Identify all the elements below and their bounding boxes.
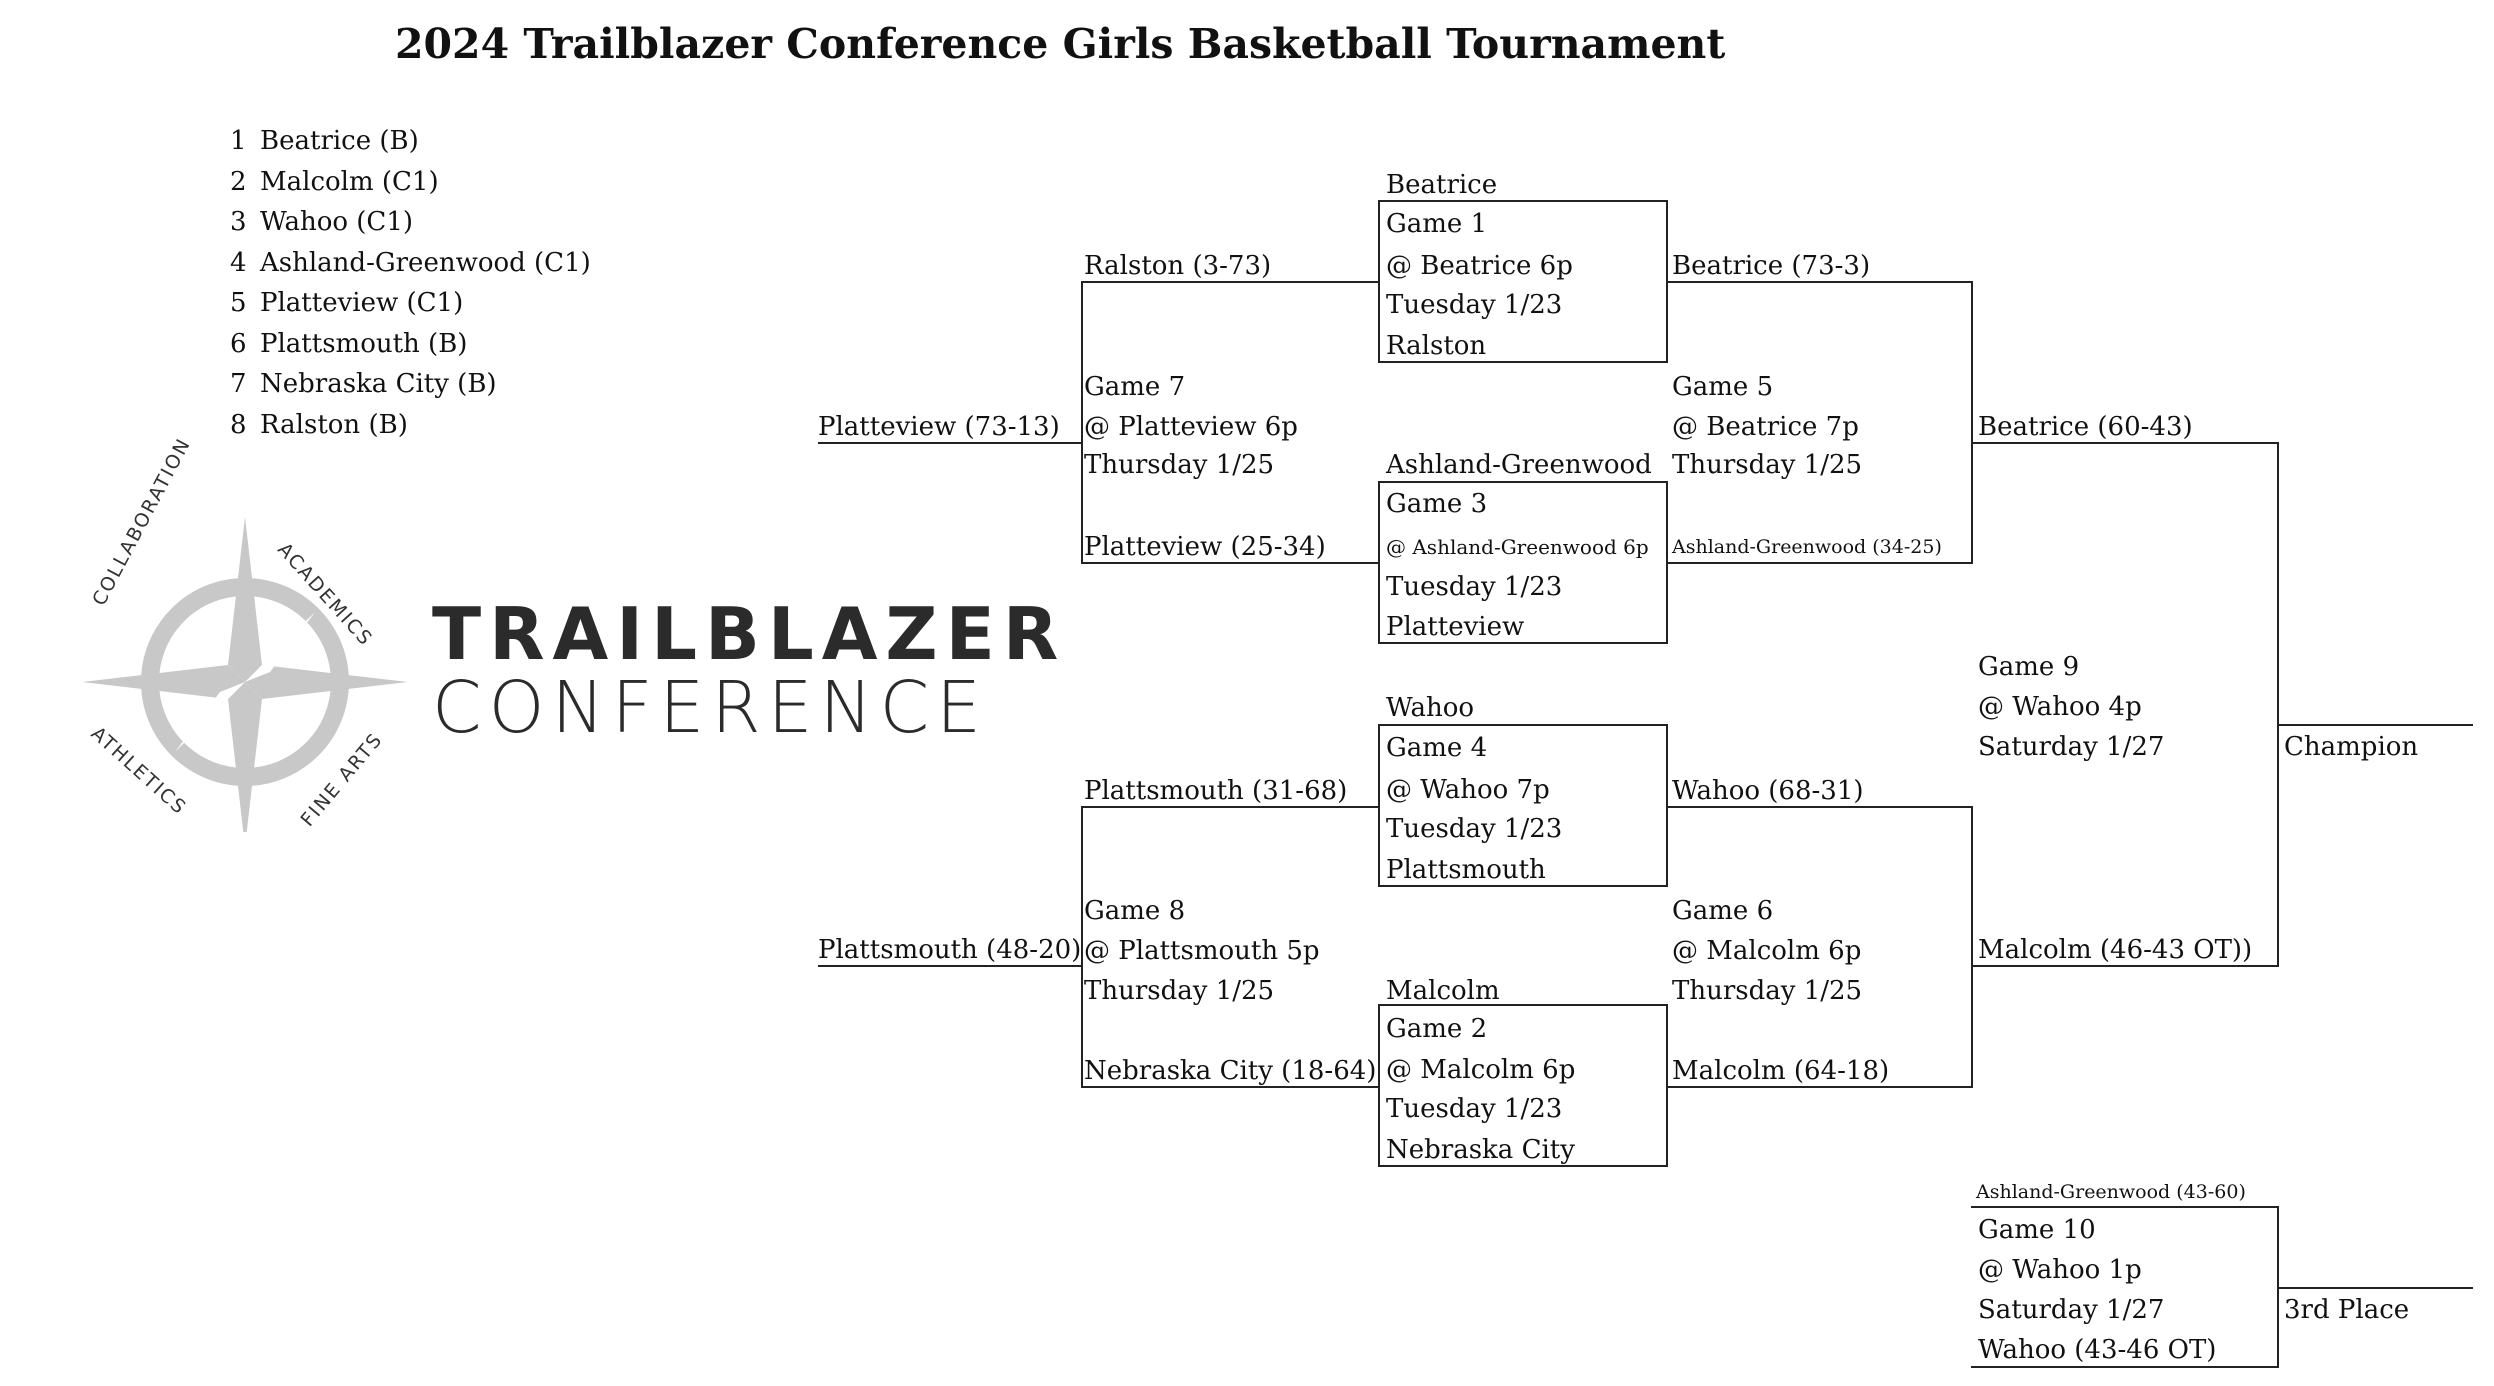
logo-word-collaboration: COLLABORATION — [88, 434, 196, 610]
bracket-team-platteview: Platteview (73-13) — [818, 412, 1060, 442]
seed-list — [230, 128, 591, 452]
game1-away: Ralston — [1386, 331, 1487, 361]
game8-top-team: Plattsmouth (31-68) — [1084, 776, 1348, 806]
game4-name: Game 4 — [1386, 733, 1488, 763]
seed-row — [230, 209, 591, 250]
bracket-line — [818, 442, 1082, 444]
bracket-line — [2277, 1287, 2473, 1289]
logo-word-academics: ACADEMICS — [273, 538, 378, 651]
seed-team: Wahoo (C1) — [260, 207, 414, 237]
seed-team: Malcolm (C1) — [260, 166, 439, 197]
game7-name: Game 7 — [1084, 372, 1186, 402]
bracket-line — [1971, 965, 2279, 967]
logo-word-fine-arts: FINE ARTS — [296, 728, 388, 831]
seed-row — [230, 371, 591, 412]
game10-name: Game 10 — [1978, 1215, 2096, 1245]
game2-home: Malcolm — [1386, 976, 1500, 1006]
seed-number: 7 — [230, 369, 247, 399]
game5-site: @ Beatrice 7p — [1672, 412, 1859, 442]
bracket-line — [818, 965, 1082, 967]
bracket-line — [1081, 1086, 1379, 1088]
game1-name: Game 1 — [1386, 209, 1488, 239]
bracket-line — [1667, 806, 1973, 808]
champion-label: Champion — [2284, 732, 2419, 762]
brand-line-2: CONFERENCE — [432, 666, 989, 749]
seed-team: Ashland-Greenwood (C1) — [260, 247, 591, 278]
bracket-line — [1667, 1086, 1973, 1088]
bracket-line — [1667, 281, 1973, 283]
game5-top-team: Beatrice (73-3) — [1672, 251, 1871, 281]
game1-home: Beatrice — [1386, 170, 1498, 200]
game4-date: Tuesday 1/23 — [1386, 814, 1563, 844]
seed-number: 5 — [230, 288, 247, 318]
seed-team: Plattsmouth (B) — [260, 328, 468, 359]
seed-number: 3 — [230, 207, 247, 237]
seed-team: Platteview (C1) — [260, 288, 464, 318]
seed-team: Beatrice (B) — [260, 126, 419, 156]
seed-row — [230, 290, 591, 331]
seed-team: Nebraska City (B) — [260, 369, 497, 399]
seed-number: 1 — [230, 126, 247, 156]
game9-site: @ Wahoo 4p — [1978, 692, 2142, 722]
game6-site: @ Malcolm 6p — [1672, 936, 1862, 966]
bracket-line — [1971, 806, 1973, 1088]
brand-line-1: TRAILBLAZER — [432, 592, 1067, 676]
seed-number: 4 — [230, 247, 247, 278]
game2-date: Tuesday 1/23 — [1386, 1094, 1563, 1124]
game6-name: Game 6 — [1672, 896, 1774, 926]
page-title: 2024 Trailblazer Conference Girls Basketball Tournament — [395, 20, 1726, 68]
bracket-line — [1081, 806, 1379, 808]
game8-bottom-team: Nebraska City (18-64) — [1084, 1056, 1377, 1086]
game8-date: Thursday 1/25 — [1084, 976, 1275, 1006]
bracket-line — [1971, 1366, 2279, 1368]
game3-away: Platteview — [1386, 612, 1525, 642]
bracket-line — [1971, 442, 2279, 444]
game9-name: Game 9 — [1978, 652, 2080, 682]
seed-number: 6 — [230, 328, 247, 359]
game7-site: @ Platteview 6p — [1084, 412, 1298, 442]
game2-name: Game 2 — [1386, 1014, 1488, 1044]
game7-date: Thursday 1/25 — [1084, 450, 1275, 480]
bracket-line — [1667, 562, 1973, 564]
game9-bottom-team: Malcolm (46-43 OT)) — [1978, 935, 2253, 965]
seed-row — [230, 409, 591, 453]
seed-row — [230, 328, 591, 372]
game3-site: @ Ashland-Greenwood 6p — [1386, 535, 1649, 559]
game1-date: Tuesday 1/23 — [1386, 290, 1563, 320]
bracket-line — [1081, 806, 1083, 1088]
game5-bottom-team: Ashland-Greenwood (34-25) — [1672, 536, 1942, 558]
game4-home: Wahoo — [1386, 693, 1475, 723]
bracket-line — [1081, 281, 1083, 564]
third-place-label: 3rd Place — [2284, 1295, 2410, 1325]
game6-top-team: Wahoo (68-31) — [1672, 776, 1864, 806]
game8-name: Game 8 — [1084, 896, 1186, 926]
game1-site: @ Beatrice 6p — [1386, 251, 1573, 281]
game6-bottom-team: Malcolm (64-18) — [1672, 1056, 1890, 1086]
logo-word-athletics: ATHLETICS — [86, 722, 191, 820]
bracket-team-plattsmouth: Plattsmouth (48-20) — [818, 935, 1082, 965]
game5-date: Thursday 1/25 — [1672, 450, 1863, 480]
seed-row — [230, 128, 591, 169]
game8-site: @ Plattsmouth 5p — [1084, 936, 1320, 966]
game3-home: Ashland-Greenwood — [1386, 450, 1652, 480]
game7-bottom-team: Platteview (25-34) — [1084, 532, 1326, 562]
bracket-line — [2277, 442, 2279, 966]
seed-number: 2 — [230, 166, 247, 197]
game10-bottom-team: Wahoo (43-46 OT) — [1978, 1335, 2217, 1365]
game6-date: Thursday 1/25 — [1672, 976, 1863, 1006]
bracket-line — [1971, 1206, 2279, 1208]
game9-date: Saturday 1/27 — [1978, 732, 2165, 762]
game4-site: @ Wahoo 7p — [1386, 775, 1550, 805]
game2-away: Nebraska City — [1386, 1135, 1575, 1165]
game5-name: Game 5 — [1672, 372, 1774, 402]
seed-row — [230, 166, 591, 210]
game3-name: Game 3 — [1386, 489, 1488, 519]
game10-date: Saturday 1/27 — [1978, 1295, 2165, 1325]
game4-away: Plattsmouth — [1386, 855, 1546, 885]
seed-number: 8 — [230, 409, 247, 440]
game3-date: Tuesday 1/23 — [1386, 572, 1563, 602]
game9-top-team: Beatrice (60-43) — [1978, 412, 2193, 442]
bracket-line — [1081, 281, 1379, 283]
bracket-line — [1971, 281, 1973, 564]
bracket-line — [2277, 724, 2473, 726]
game2-site: @ Malcolm 6p — [1386, 1055, 1576, 1085]
game7-top-team: Ralston (3-73) — [1084, 251, 1272, 281]
game10-site: @ Wahoo 1p — [1978, 1255, 2142, 1285]
seed-row — [230, 247, 591, 291]
bracket-line — [1081, 562, 1379, 564]
game10-top-team: Ashland-Greenwood (43-60) — [1976, 1181, 2246, 1203]
seed-team: Ralston (B) — [260, 409, 408, 440]
